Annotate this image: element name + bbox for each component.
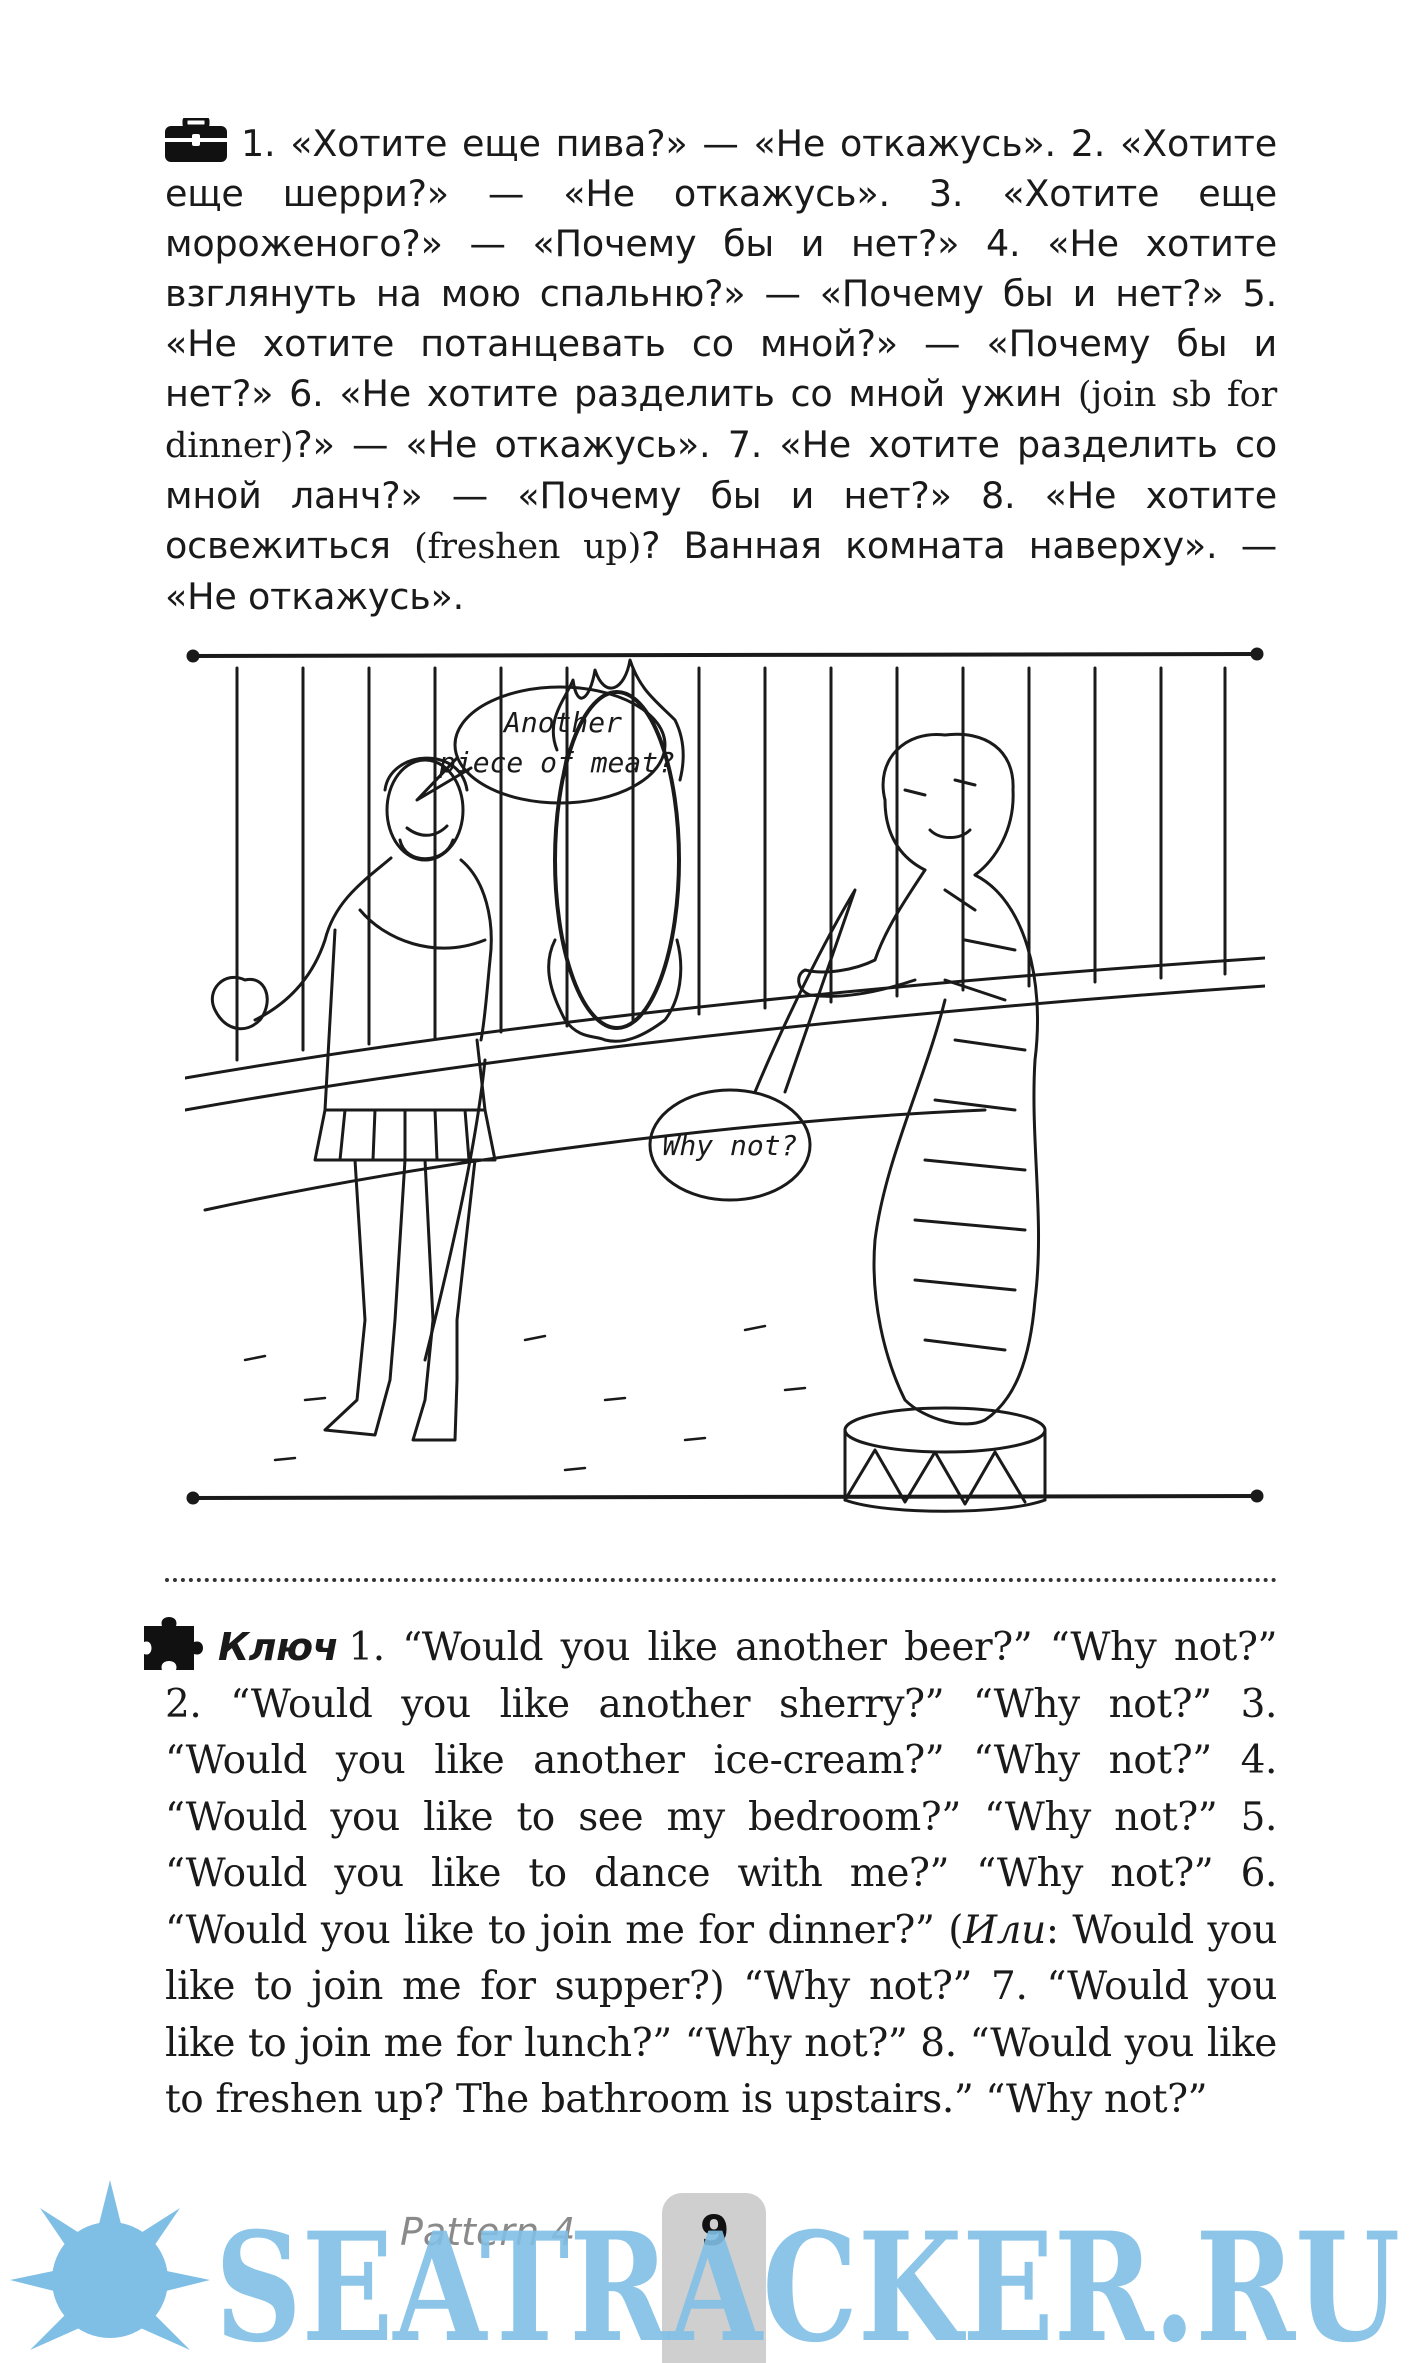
- watermark: [0, 2150, 1418, 2360]
- exercise-part-1: 1. «Хотите еще пива?» — «Не откажусь». 2. «Хотите еще шерри?» — «Не откажусь». 3. «Хотите еще мороженого?» — «Почему бы и нет?» 4. «Не хотите взглянуть на мою спальню?» — «Почему бы и нет?» 5. «Не хотите потанцевать со мной?» — «Почему бы и нет?» 6. «Не хотите разделить со мной ужин: [165, 122, 1277, 415]
- exercise-english-1: (join sb for dinner): [165, 375, 1278, 466]
- key-label: Ключ: [218, 1625, 339, 1669]
- exercise-part-3: ? Ванная комната наверху». — «Не откажусь».: [165, 524, 1278, 618]
- answer-key: [165, 1612, 1277, 2129]
- key-russian-word: Или: [963, 1907, 1046, 1953]
- trainer-speech-line-2: piece of meat?: [438, 746, 676, 779]
- circus-illustration: [185, 640, 1265, 1520]
- sun-icon: [10, 2180, 210, 2350]
- exercise-part-2: ?» — «Не откажусь». 7. «Не хотите разделить со мной ланч?» — «Почему бы и нет?» 8. «Не хотите освежиться: [165, 423, 1277, 567]
- briefcase-icon: [165, 118, 227, 162]
- exercise-english-2: (freshen up): [414, 527, 642, 567]
- key-text-1: 1. “Would you like another beer?” “Why not?” 2. “Would you like another sherry?” “Why not?” 3. “Would you like another ice-cream?” “Why not?” 4. “Would you like to see my bedroom?” “Why not?” 5. “Would you like to dance with me?” “Why not?” 6. “Would you like to join me for dinner?” (: [165, 1625, 1277, 1953]
- dotted-divider: [165, 1578, 1277, 1582]
- trainer-speech-line-1: Another: [503, 706, 623, 739]
- key-text-2: : Would you like to join me for supper?) “Why not?” 7. “Would you like to join me for lunch?” “Why not?” 8. “Would you like to freshen up? The bathroom is upstairs.” “Why not?”: [165, 1907, 1277, 2122]
- exercise-text: [165, 118, 1277, 622]
- page-number: 9: [700, 2206, 730, 2255]
- tiger-speech: Why not?: [662, 1129, 798, 1162]
- puzzle-piece-icon: [140, 1612, 206, 1672]
- watermark-text: SEATRACKER.RU: [215, 2200, 1400, 2360]
- footer-pattern-label: Pattern 4: [400, 2210, 576, 2254]
